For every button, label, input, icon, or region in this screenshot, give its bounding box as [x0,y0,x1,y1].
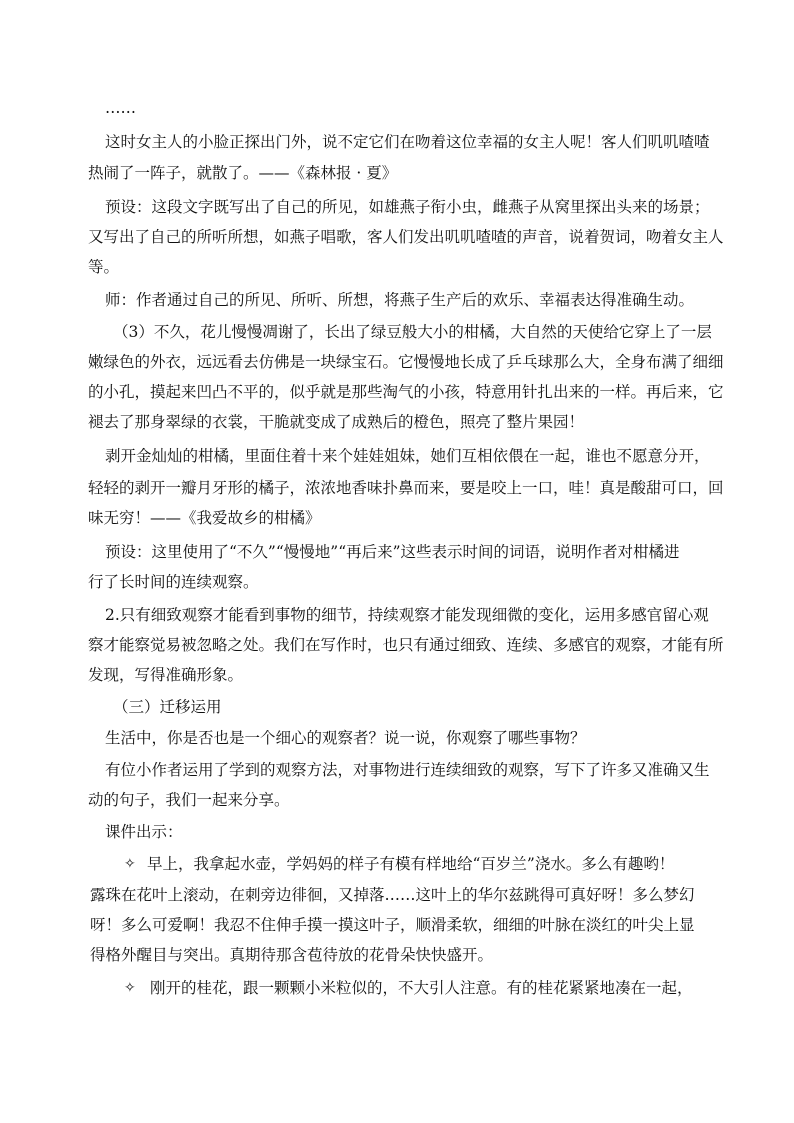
bullet-item-line: 早上，我拿起水壶，学妈妈的样子有模有样地给“百岁兰”浇水。多么有趣哟！ [147,855,675,873]
paragraph-line: 的小孔，摸起来凹凸不平的，似乎就是那些淘气的小孩，特意用针扎出来的一样。再后来，它 [88,383,724,401]
paragraph-line: 生活中，你是否也是一个细心的观察者？说一说，你观察了哪些事物？ [105,729,586,747]
paragraph-line: 热闹了一阵子，就散了。——《森林报 · 夏》 [88,164,398,182]
bullet-item-line: 呀！多么可爱啊！我忍不住伸手摸一摸这叶子，顺滑柔软，细细的叶脉在淡红的叶尖上显 [90,916,695,934]
paragraph-line: 2.只有细致观察才能看到事物的细节，持续观察才能发现细微的变化，运用多感官留心观 [105,606,709,624]
paragraph-line: 味无穷！——《我爱故乡的柑橘》 [88,509,321,527]
bullet-item-line: 刚开的桂花，跟一颗颗小米粒似的，不大引人注意。有的桂花紧紧地凑在一起， [150,979,693,997]
paragraph-line: （3）不久，花儿慢慢凋谢了，长出了绿豆般大小的柑橘，大自然的天使给它穿上了一层 [113,323,712,341]
paragraph-line: 又写出了自己的所听所想，如燕子唱歌，客人们发出叽叽喳喳的声音，说着贺词，吻着女主人 [88,228,724,246]
bullet-item-line: 得格外醒目与突出。真期待那含苞待放的花骨朵快快盛开。 [90,946,494,964]
paragraph-line: 轻轻的剥开一瓣月牙形的橘子，浓浓地香味扑鼻而来，要是咬上一口，哇！真是酸甜可口，回 [88,479,724,497]
paragraph-line: 动的句子，我们一起来分享。 [88,791,290,809]
paragraph-line: 察才能察觉易被忽略之处。我们在写作时，也只有通过细致、连续、多感官的观察，才能有所 [88,636,724,654]
paragraph-line: 行了长时间的连续观察。 [88,573,259,591]
paragraph-line: 发现，写得准确形象。 [88,666,244,684]
paragraph-line: 预设：这段文字既写出了自己的所见，如雄燕子衔小虫，雌燕子从窝里探出头来的场景； [105,198,710,216]
bullet-item-line: 露珠在花叶上滚动，在刺旁边徘徊，又掉落……这叶上的华尔兹跳得可真好呀！多么梦幻 [90,886,695,904]
paragraph-line: 课件出示： [105,823,183,841]
paragraph-line: 有位小作者运用了学到的观察方法，对事物进行连续细致的观察，写下了许多又准确又生 [105,761,710,779]
section-heading: （三）迁移运用 [113,698,222,716]
paragraph-line: 褪去了那身翠绿的衣裳，干脆就变成了成熟后的橙色，照亮了整片果园！ [88,413,585,431]
diamond-outline-icon: ✧ [124,856,136,872]
diamond-outline-icon: ✧ [124,980,136,996]
paragraph-line: 师：作者通过自己的所见、所听、所想，将燕子生产后的欢乐、幸福表达得准确生动。 [105,291,695,309]
paragraph-line: 嫩绿色的外衣，远远看去仿佛是一块绿宝石。它慢慢地长成了乒乓球那么大，全身布满了细细 [88,353,724,371]
paragraph-line: 这时女主人的小脸正探出门外，说不定它们在吻着这位幸福的女主人呢！客人们叽叽喳喳 [105,133,710,151]
paragraph-line: 等。 [88,258,120,276]
paragraph-line: 预设：这里使用了“不久”“慢慢地”“再后来”这些表示时间的词语，说明作者对柑橘进 [105,543,680,561]
paragraph-line: 剥开金灿灿的柑橘，里面住着十来个娃娃姐妹，她们互相依偎在一起，谁也不愿意分开， [105,447,710,465]
ellipsis-line: …… [105,99,136,117]
